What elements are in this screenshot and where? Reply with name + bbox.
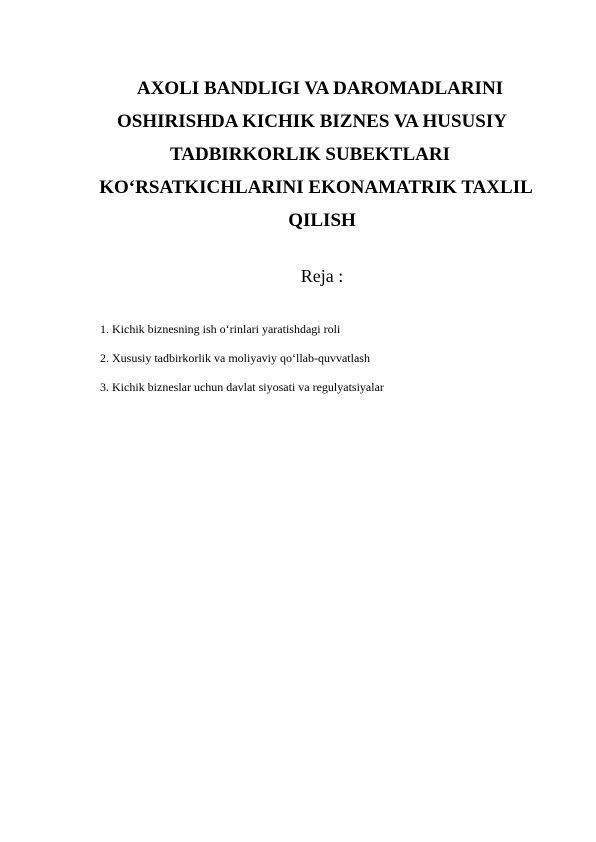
title-line-4: KO‘RSATKICHLARINI EKONAMATRIK TAXLIL [99, 177, 533, 198]
plan-list [100, 315, 384, 402]
title-line-5: QILISH [288, 210, 356, 231]
title-line-2: OSHIRISHDA KICHIK BIZNES VA HUSUSIY [117, 111, 507, 132]
plan-heading: Reja : [300, 266, 344, 286]
plan-item-2: 2. Xususiy tadbirkorlik va moliyaviy qo‘llab-quvvatlash [100, 351, 370, 365]
title-line-1: AXOLI BANDLIGI VA DAROMADLARINI [136, 78, 504, 99]
plan-item-3: 3. Kichik bizneslar uchun davlat siyosati va regulyatsiyalar [100, 380, 384, 394]
title-line-3: TADBIRKORLIK SUBEKTLARI [170, 144, 450, 165]
plan-item-1: 1. Kichik biznesning ish o‘rinlari yaratishdagi roli [100, 322, 341, 336]
